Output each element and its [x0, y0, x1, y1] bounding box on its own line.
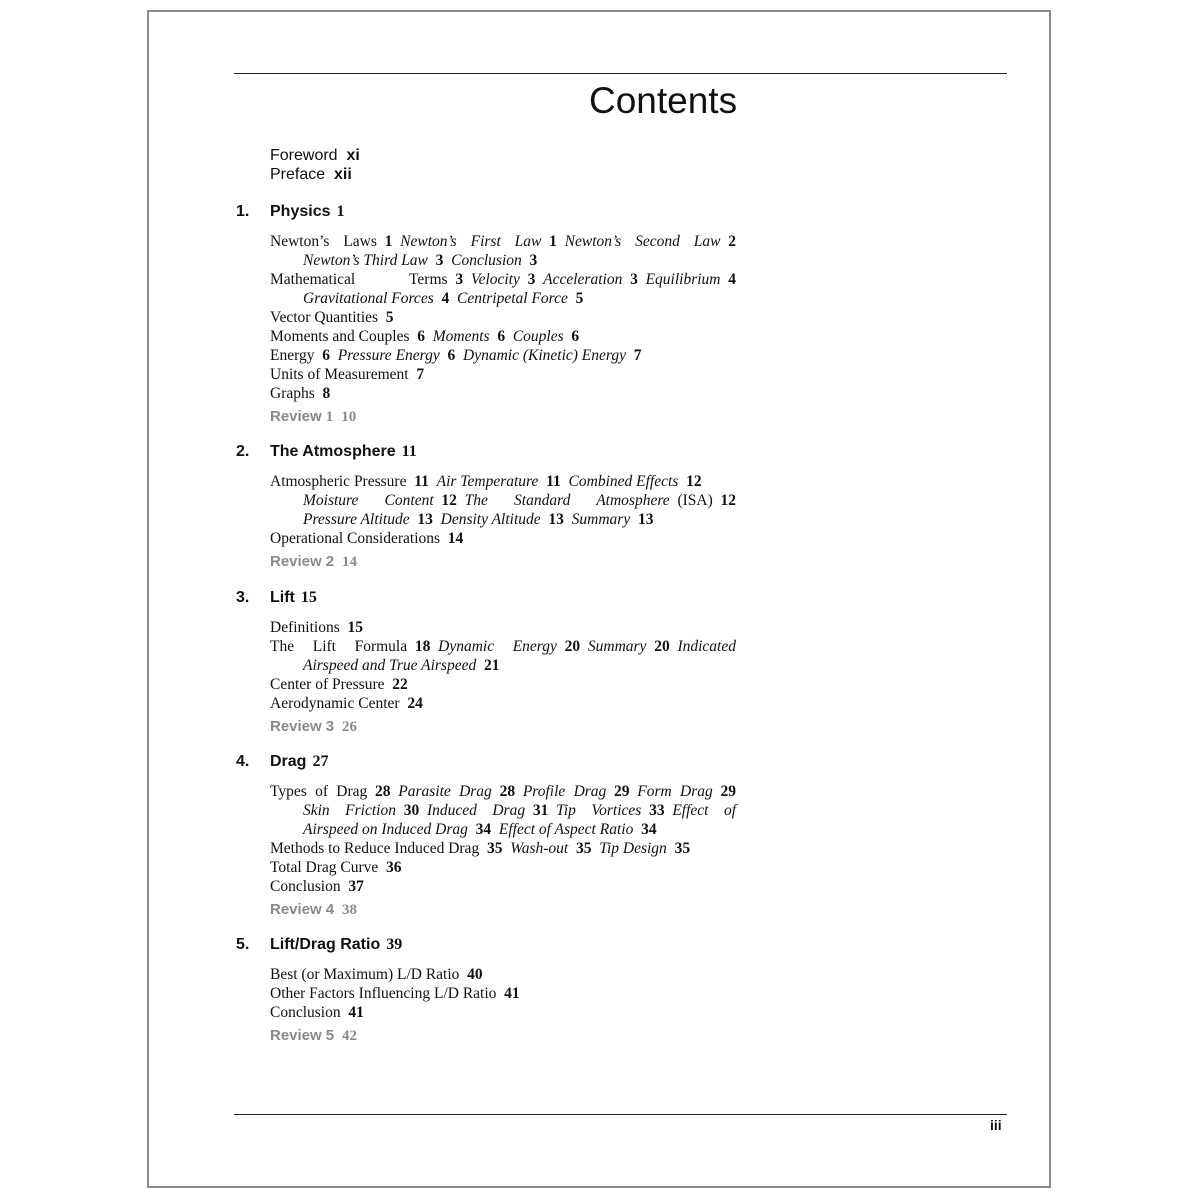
- toc-line: [270, 384, 736, 403]
- toc-topic: Conclusion: [270, 1004, 341, 1021]
- toc-entry[interactable]: [270, 232, 736, 403]
- toc-topic: Energy: [270, 347, 315, 364]
- review-label: Review: [270, 718, 322, 735]
- toc-subtopic: Airspeed and True Airspeed: [303, 657, 477, 674]
- chapter-entries: [270, 782, 756, 896]
- chapter-title: Physics: [270, 203, 331, 220]
- toc-page-number: 3: [529, 252, 538, 269]
- toc-page-number: 37: [348, 878, 364, 895]
- review-page: 38: [342, 902, 358, 918]
- toc-page-number: 41: [504, 985, 520, 1002]
- toc-line: [270, 801, 736, 820]
- chapter-number: 5.: [236, 936, 250, 953]
- toc-page-number: 20: [564, 638, 581, 655]
- toc-topic: Newton’s Laws: [270, 233, 377, 250]
- toc-page-number: 14: [447, 530, 464, 547]
- review-link[interactable]: [270, 1026, 756, 1046]
- chapter-page: 15: [300, 589, 317, 606]
- toc-page-number: 31: [532, 802, 549, 819]
- toc-line: [270, 365, 736, 384]
- toc-page-number: 35: [486, 840, 503, 857]
- toc-subtopic: Dynamic (Kinetic) Energy: [463, 347, 626, 364]
- toc-line: [270, 656, 736, 675]
- toc-page-number: 34: [475, 821, 492, 838]
- toc-subtopic: Equilibrium: [645, 271, 721, 288]
- toc-subtopic: Form Drag: [637, 783, 713, 800]
- toc-subtopic: Profile Drag: [522, 783, 607, 800]
- chapter-heading[interactable]: [236, 440, 756, 464]
- toc-topic: Conclusion: [270, 878, 341, 895]
- review-number: 3: [325, 718, 335, 735]
- toc-entry[interactable]: [270, 965, 736, 1022]
- chapter-2: [236, 440, 756, 572]
- toc-page-number: 13: [548, 511, 564, 528]
- front-matter-page: xii: [334, 166, 352, 183]
- toc-page-number: 1: [384, 233, 393, 250]
- chapter-entries: [270, 232, 756, 403]
- toc-line: [270, 491, 736, 510]
- toc-page-number: 35: [674, 840, 691, 857]
- toc-line: [270, 472, 736, 491]
- chapter-entries: [270, 618, 756, 713]
- review-page: 10: [341, 409, 357, 425]
- toc-page-number: 7: [416, 366, 425, 383]
- review-number: 4: [325, 901, 335, 918]
- toc-page-number: 8: [322, 385, 331, 402]
- toc-topic: Aerodynamic Center: [270, 695, 400, 712]
- toc-page-number: 28: [499, 783, 516, 800]
- toc-subtopic: Summary: [587, 638, 647, 655]
- toc-subtopic: Combined Effects: [568, 473, 679, 490]
- toc-topic: The Lift Formula: [270, 638, 408, 655]
- review-label: Review: [270, 901, 322, 918]
- toc-page-number: 4: [441, 290, 450, 307]
- toc-subtopic: Moisture Content: [303, 492, 434, 509]
- toc-page-number: 22: [392, 676, 408, 693]
- toc-subtopic: Conclusion: [451, 252, 522, 269]
- toc-line: [270, 820, 736, 839]
- toc-topic: Units of Measurement: [270, 366, 409, 383]
- toc-line: [270, 637, 736, 656]
- toc-subtopic: Newton’s Second Law: [564, 233, 721, 250]
- toc-line: [270, 510, 736, 529]
- toc-line: [270, 965, 736, 984]
- toc-page-number: 6: [417, 328, 425, 345]
- toc-line: [270, 675, 736, 694]
- toc-page-number: 6: [447, 347, 456, 364]
- front-matter: [270, 146, 360, 184]
- toc-page-number: 34: [641, 821, 657, 838]
- toc-subtopic: Skin Friction: [303, 802, 396, 819]
- toc-subtopic: Acceleration: [543, 271, 623, 288]
- toc-page-number: 15: [347, 619, 363, 636]
- toc-page-number: 40: [467, 966, 483, 983]
- toc-subtopic: Pressure Energy: [337, 347, 440, 364]
- toc-line: [270, 1003, 736, 1022]
- review-link[interactable]: [270, 717, 756, 737]
- toc-subtopic: Centripetal Force: [456, 290, 568, 307]
- toc-topic: Atmospheric Pressure: [270, 473, 407, 490]
- toc-page-number: 28: [375, 783, 391, 800]
- toc-topic: Types of Drag: [270, 783, 368, 800]
- toc-page-number: 4: [728, 271, 736, 288]
- toc-subtopic: Tip Design: [599, 840, 667, 857]
- toc-page-number: 3: [455, 271, 464, 288]
- chapter-entries: [270, 472, 756, 548]
- toc-page-number: 3: [630, 271, 638, 288]
- review-page: 42: [342, 1028, 358, 1044]
- toc-page-number: 35: [575, 840, 592, 857]
- toc-page-number: 11: [546, 473, 561, 490]
- page-title: Contents: [589, 80, 738, 121]
- chapter-number: 4.: [236, 753, 250, 770]
- toc-subtopic: Summary: [571, 511, 631, 528]
- chapter-number: 2.: [236, 443, 250, 460]
- toc-page-number: 6: [497, 328, 506, 345]
- toc-entry[interactable]: [270, 782, 736, 896]
- chapter-number: 1.: [236, 203, 250, 220]
- toc-page-number: 7: [633, 347, 642, 364]
- toc-page-number: 30: [403, 802, 420, 819]
- toc-subtopic: Tip Vortices: [556, 802, 642, 819]
- chapter-heading[interactable]: [236, 933, 756, 957]
- chapter-heading[interactable]: [236, 750, 756, 774]
- toc-page-number: 6: [322, 347, 330, 364]
- toc-subtopic: Parasite Drag: [398, 783, 492, 800]
- review-link[interactable]: [270, 407, 756, 427]
- toc-subtopic: Moments: [432, 328, 490, 345]
- toc-line: [270, 270, 736, 289]
- toc-subtopic: Airspeed on Induced Drag: [303, 821, 468, 838]
- chapter-1: [236, 200, 756, 427]
- toc-line: [270, 232, 736, 251]
- review-link[interactable]: [270, 552, 756, 572]
- toc-subtopic: Velocity: [470, 271, 520, 288]
- front-matter-label: Foreword: [270, 147, 338, 164]
- toc-line: [270, 289, 736, 308]
- chapter-heading[interactable]: [236, 200, 756, 224]
- toc-line: [270, 346, 736, 365]
- review-link[interactable]: [270, 900, 756, 920]
- review-number: 2: [325, 553, 335, 570]
- chapter-page: 11: [401, 443, 417, 460]
- toc-topic: Mathematical Terms: [270, 271, 448, 288]
- review-number: 5: [325, 1027, 335, 1044]
- toc-subtopic: Newton’s First Law: [400, 233, 542, 250]
- front-matter-label: Preface: [270, 166, 326, 183]
- toc-topic: Other Factors Influencing L/D Ratio: [270, 985, 497, 1002]
- toc-page-number: 11: [414, 473, 429, 490]
- toc-line: [270, 694, 736, 713]
- toc-line: [270, 251, 736, 270]
- toc-topic: Methods to Reduce Induced Drag: [270, 840, 480, 857]
- toc-page-number: 1: [549, 233, 557, 250]
- chapter-page: 1: [336, 203, 345, 220]
- front-matter-page: xi: [346, 147, 360, 164]
- toc-subtopic: Gravitational Forces: [303, 290, 434, 307]
- toc-page-number: 12: [686, 473, 702, 490]
- toc-page-number: 29: [614, 783, 630, 800]
- toc-page-number: 12: [441, 492, 457, 509]
- toc-topic: Definitions: [270, 619, 340, 636]
- toc-page-number: 13: [637, 511, 654, 528]
- review-page: 14: [342, 554, 358, 570]
- chapter-title: Lift: [270, 589, 295, 606]
- toc-page-number: 13: [417, 511, 433, 528]
- chapter-page: 27: [312, 753, 329, 770]
- toc-page-number: 29: [720, 783, 737, 800]
- review-label: Review: [270, 408, 322, 425]
- chapter-3: [236, 586, 756, 737]
- chapter-5: [236, 933, 756, 1046]
- front-matter-item[interactable]: [270, 165, 360, 184]
- page-number: iii: [990, 1117, 1002, 1133]
- toc-topic: Graphs: [270, 385, 315, 402]
- chapter-title: Drag: [270, 753, 307, 770]
- toc-entry[interactable]: [270, 618, 736, 713]
- toc-page-number: 41: [348, 1004, 364, 1021]
- chapter-entries: [270, 965, 756, 1022]
- front-matter-item[interactable]: [270, 146, 360, 165]
- toc-page-number: 24: [407, 695, 423, 712]
- toc-line: [270, 839, 736, 858]
- toc-page-number: 21: [483, 657, 500, 674]
- review-label: Review: [270, 1027, 322, 1044]
- review-label: Review: [270, 553, 322, 570]
- toc-entry[interactable]: [270, 472, 736, 548]
- toc-subtopic: Induced Drag: [426, 802, 526, 819]
- chapter-page: 39: [386, 936, 403, 953]
- toc-line: [270, 877, 736, 896]
- toc-subtopic: Newton’s Third Law: [303, 252, 428, 269]
- toc-topic: Center of Pressure: [270, 676, 385, 693]
- toc-subtopic: Density Altitude: [440, 511, 541, 528]
- review-number: 1: [325, 409, 334, 425]
- toc-line: [270, 858, 736, 877]
- toc-topic: Total Drag Curve: [270, 859, 379, 876]
- toc-line: [270, 618, 736, 637]
- toc-page-number: 33: [649, 802, 665, 819]
- toc-line: [270, 984, 736, 1003]
- toc-subtopic: Pressure Altitude: [303, 511, 410, 528]
- toc-topic: Moments and Couples: [270, 328, 410, 345]
- toc-line: [270, 529, 736, 548]
- footer-rule: [234, 1114, 1007, 1115]
- toc-line: [270, 327, 736, 346]
- toc-subtopic: The Standard Atmosphere: [464, 492, 670, 509]
- toc-line: [270, 308, 736, 327]
- toc-topic: (ISA): [677, 492, 713, 509]
- chapter-title: Lift/Drag Ratio: [270, 936, 381, 953]
- toc-page-number: 3: [527, 271, 536, 288]
- header-rule: [234, 73, 1007, 74]
- toc-page-number: 6: [571, 328, 580, 345]
- toc-subtopic: Effect of Aspect Ratio: [498, 821, 634, 838]
- toc-subtopic: Wash-out: [510, 840, 569, 857]
- toc-subtopic: Dynamic Energy: [438, 638, 557, 655]
- toc-page-number: 5: [385, 309, 394, 326]
- toc-page-number: 36: [386, 859, 402, 876]
- chapter-heading[interactable]: [236, 586, 756, 610]
- toc-topic: Operational Considerations: [270, 530, 441, 547]
- toc-page-number: 18: [414, 638, 431, 655]
- toc-subtopic: Indicated: [677, 638, 736, 655]
- toc-page-number: 20: [654, 638, 670, 655]
- chapter-number: 3.: [236, 589, 250, 606]
- toc-topic: Best (or Maximum) L/D Ratio: [270, 966, 460, 983]
- toc-subtopic: Air Temperature: [436, 473, 539, 490]
- toc-page-number: 2: [728, 233, 736, 250]
- toc-page-number: 3: [435, 252, 444, 269]
- toc-page-number: 5: [575, 290, 584, 307]
- chapter-4: [236, 750, 756, 920]
- toc-subtopic: Couples: [512, 328, 564, 345]
- toc-page-number: 12: [720, 492, 736, 509]
- review-page: 26: [342, 719, 358, 735]
- toc-line: [270, 782, 736, 801]
- toc-topic: Vector Quantities: [270, 309, 379, 326]
- chapter-title: The Atmosphere: [270, 443, 396, 460]
- toc-subtopic: Effect of: [672, 802, 736, 819]
